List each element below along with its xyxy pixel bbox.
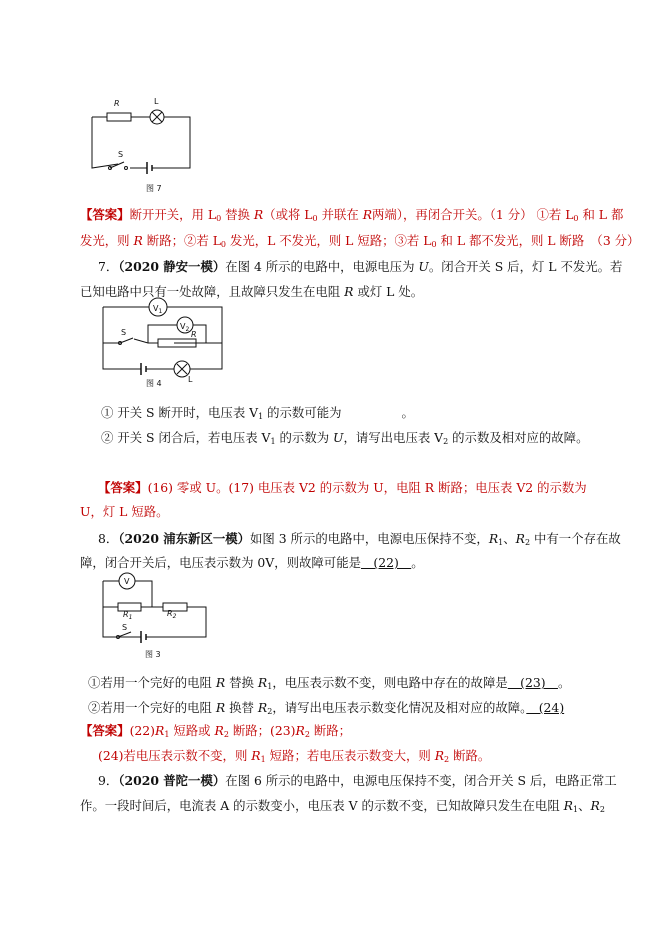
var-r: R <box>133 233 143 248</box>
question-text: 。 <box>557 675 571 690</box>
var-r2: R <box>515 531 525 546</box>
fig4-r: R <box>191 330 197 339</box>
question-text: 如图 3 所示的电路中，电源电压保持不变， <box>250 531 489 546</box>
question-text: ，请写出电压表示数变化情况及相对应的故障。 <box>272 700 527 715</box>
question-number: 7． <box>98 259 119 274</box>
subscript: 2 <box>223 730 229 739</box>
answer-text: 和 L 都 <box>578 207 624 222</box>
subscript: 2 <box>304 730 310 739</box>
subscript: 1 <box>258 412 264 421</box>
question-text: 换替 <box>225 700 258 715</box>
question-number: 9． <box>98 773 119 788</box>
var-r: R <box>215 700 226 715</box>
question-9-line-2 <box>80 798 605 814</box>
var-u: U <box>333 430 344 445</box>
answer-text: 发光，则 <box>80 233 134 248</box>
var-r1: R <box>251 748 261 763</box>
answer-text: 短路；若电压表示数变大，则 <box>265 748 435 763</box>
var-r2: R <box>214 723 224 738</box>
fig4-v1: $V_1$ <box>153 304 163 315</box>
answer-text: 短路或 <box>169 723 215 738</box>
question-text: 。 <box>411 555 424 570</box>
question-text: ① 开关 S 断开时，电压表 V <box>101 405 259 420</box>
subscript: 0 <box>216 214 222 223</box>
question-source: （2020 普陀一模） <box>118 773 226 788</box>
subscript: 2 <box>444 755 450 764</box>
question-text: 在图 6 所示的电路中，电源电压保持不变，闭合开关 S 后，电路正常工 <box>225 773 617 788</box>
question-source: （2020 浦东新区一模） <box>118 531 251 546</box>
subscript: 1 <box>260 755 266 764</box>
question-text: 。 <box>401 405 414 420</box>
answer-text: 和 L 都不发光，则 L 断路 （3 分） <box>436 233 640 248</box>
fig3-caption: 图 3 <box>145 650 161 659</box>
question-8-sub-1 <box>88 675 570 691</box>
answer-8-line-1 <box>80 723 351 739</box>
var-r: R <box>362 207 373 222</box>
answer-text: 断路；②若 L <box>142 233 221 248</box>
answer-text: (16) 零或 U。(17) 电压表 V2 的示数为 U，电阻 R 断路；电压表 V2 的示数为 <box>147 480 587 495</box>
var-r2: R <box>434 748 445 763</box>
fig7-caption: 图 7 <box>146 184 162 193</box>
question-text: ② 开关 S 闭合后，若电压表 V <box>101 430 271 445</box>
fig4-v2: $V_2$ <box>180 322 190 333</box>
answer-8-line-2 <box>98 748 490 764</box>
subscript: 2 <box>599 805 605 814</box>
answer-text: 断路；(23) <box>228 723 296 738</box>
subscript: 1 <box>573 805 579 814</box>
fig3-r1: $R_1$ <box>123 610 133 621</box>
answer-text: 替换 <box>221 207 254 222</box>
var-u: U <box>418 259 429 274</box>
subscript: 2 <box>443 437 449 446</box>
question-text: 的示数及相对应的故障。 <box>448 430 589 445</box>
var-r: R <box>215 675 226 690</box>
question-text: 障，闭合开关后，电压表示数为 0V，则故障可能是 <box>80 555 361 570</box>
question-text: 替换 <box>225 675 258 690</box>
fig3-s: S <box>122 623 128 632</box>
answer-text: 发光，L 不发光，则 L 短路；③若 L <box>226 233 432 248</box>
var-r2: R <box>257 700 268 715</box>
var-r2: R <box>590 798 600 813</box>
subscript: 2 <box>524 538 531 547</box>
answer-tag: 【答案】 <box>80 207 130 222</box>
battery-symbol <box>141 631 146 643</box>
question-text: 或灯 L 处。 <box>353 284 424 299</box>
answer-text: （或将 L <box>263 207 313 222</box>
fig3-v: V <box>124 577 130 586</box>
question-number: 8． <box>98 531 119 546</box>
answer-text: (24)若电压表示数不变，则 <box>98 748 252 763</box>
answer-blank: (23) <box>507 675 558 690</box>
subscript: 1 <box>498 538 504 547</box>
answer-text: 断开开关，用 L <box>129 207 217 222</box>
answer-text: 断路； <box>309 723 352 738</box>
switch-s-symbol <box>118 632 131 637</box>
var-r1: R <box>488 531 499 546</box>
fig7-label-l: L <box>154 97 159 106</box>
subscript: 1 <box>267 682 273 691</box>
subscript: 0 <box>312 214 318 223</box>
var-r1: R <box>155 723 165 738</box>
resistor-r1-symbol <box>118 603 141 611</box>
var-r1: R <box>257 675 268 690</box>
question-text: ，请写出电压表 V <box>343 430 444 445</box>
answer-blank: (22) <box>360 555 412 570</box>
question-text: ②若用一个完好的电阻 <box>88 700 216 715</box>
answer-text: 两端），再闭合开关。（1 分） ①若 L <box>372 207 574 222</box>
fig4-caption: 图 4 <box>146 379 162 388</box>
question-text: ，电压表示数不变，则电路中存在的故障是 <box>272 675 508 690</box>
answer-text: (22) <box>129 723 155 738</box>
answer-text: 并联在 <box>317 207 363 222</box>
question-text: 的示数可能为 <box>263 405 342 420</box>
question-text: 在图 4 所示的电路中，电源电压为 <box>225 259 419 274</box>
subscript: 1 <box>164 730 170 739</box>
question-8-sub-2 <box>88 700 564 716</box>
fig4-l: L <box>188 375 193 384</box>
question-text: 已知电路中只有一处故障，且故障只发生在电阻 <box>80 284 345 299</box>
question-text: 作。一段时间后，电流表 A 的示数变小，电压表 V 的示数不变，已知故障只发生在电阻 <box>80 798 564 813</box>
separator: 、 <box>578 798 591 813</box>
var-r: R <box>344 284 354 299</box>
subscript: 0 <box>573 214 579 223</box>
answer-text: U，灯 L 短路。 <box>80 504 169 519</box>
fig7-label-s: S <box>118 150 124 159</box>
answer-text: 断路。 <box>449 748 491 763</box>
fig3-r2: $R_2$ <box>167 609 177 620</box>
answer-tag: 【答案】 <box>98 480 148 495</box>
var-r2: R <box>295 723 305 738</box>
subscript: 0 <box>431 240 437 249</box>
var-r1: R <box>563 798 573 813</box>
question-text: 的示数为 <box>275 430 334 445</box>
var-r: R <box>253 207 264 222</box>
fig4-s: S <box>121 328 127 337</box>
question-source: （2020 静安一模） <box>118 259 226 274</box>
fig7-label-r: R <box>114 99 120 108</box>
question-text: 。闭合开关 S 后，灯 L 不发光。若 <box>428 259 623 274</box>
answer-tag: 【答案】 <box>80 723 130 738</box>
question-text: ①若用一个完好的电阻 <box>88 675 216 690</box>
subscript: 0 <box>220 240 227 249</box>
subscript: 1 <box>270 437 276 446</box>
question-9-line-1 <box>98 773 617 789</box>
separator: 、 <box>503 531 516 546</box>
subscript: 2 <box>267 707 273 716</box>
answer-blank: (24) <box>526 700 565 715</box>
question-text: 中有一个存在故 <box>530 531 621 546</box>
